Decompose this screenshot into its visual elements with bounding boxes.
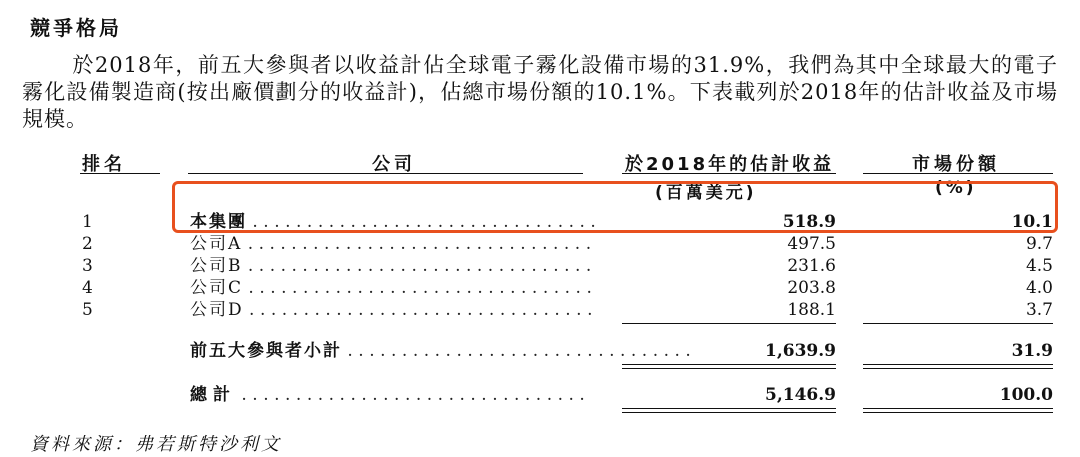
subtotal-double-rule-revenue [622,364,836,369]
subtotal-revenue: 1,639.9 [765,341,836,361]
header-rule-company [188,173,583,174]
header-rule-rank [80,173,160,174]
total-label: 總計 [190,385,236,405]
row-share: 4.0 [1025,278,1053,298]
subtotal-label: 前五大參與者小計 [190,341,342,361]
leader-dots: ................................ [347,341,697,361]
unit-share: (%) [935,178,977,198]
subtotal-double-rule-share [863,364,1053,369]
row-company-label: 公司D [190,300,244,320]
leader-dots: ................................ [241,385,591,405]
subtotal-share: 31.9 [1011,341,1053,361]
header-rule-share [863,173,1053,174]
total-share: 100.0 [999,385,1053,405]
leader-dots: ................................ [247,256,597,276]
subtotal-rule-revenue [622,323,836,324]
subtotal-rule-share [863,323,1053,324]
row-share: 10.1 [1011,212,1053,232]
header-share: 市場份額 [912,154,1000,175]
row-company-label: 公司C [190,278,244,298]
leader-dots: ................................ [247,234,597,254]
row-company [190,300,598,320]
row-revenue: 231.6 [787,256,836,276]
row-revenue: 497.5 [787,234,836,254]
row-share: 3.7 [1025,300,1053,320]
row-share: 4.5 [1025,256,1053,276]
row-rank: 1 [82,212,93,232]
leader-dots: ................................ [248,278,598,298]
total-label-cell [190,385,591,405]
leader-dots: ................................ [249,300,598,320]
section-heading: 競爭格局 [30,16,122,40]
header-rule-revenue [622,173,836,174]
header-revenue: 於2018年的估計收益 [625,154,835,175]
row-company [190,278,598,298]
row-company-label: 本集團 [190,212,247,232]
row-revenue: 203.8 [787,278,836,298]
intro-paragraph: 於2018年，前五大參與者以收益計佔全球電子霧化設備市場的31.9%，我們為其中全球最大的電子霧化設備製造商(按出廠價劃分的收益計)，佔總市場份額的10.1%。下表載列於2018年的估計收益及市場規模。 [22,53,1058,131]
unit-revenue: (百萬美元) [655,183,757,203]
total-revenue: 5,146.9 [765,385,836,405]
row-revenue: 188.1 [787,300,836,320]
row-rank: 4 [82,278,93,298]
row-revenue: 518.9 [782,212,836,232]
row-share: 9.7 [1025,234,1053,254]
row-company [190,256,597,276]
subtotal-label-cell [190,341,697,361]
row-rank: 5 [82,300,93,320]
header-company: 公司 [372,154,416,175]
source-note: 資料來源：弗若斯特沙利文 [30,434,282,455]
total-double-rule-revenue [622,408,836,413]
header-rank: 排名 [82,154,126,175]
leader-dots: ................................ [252,212,602,232]
row-company-label: 公司A [190,234,243,254]
row-rank: 2 [82,234,93,254]
highlight-box [172,181,1058,233]
row-company [190,234,597,254]
row-rank: 3 [82,256,93,276]
total-double-rule-share [863,408,1053,413]
row-company-label: 公司B [190,256,243,276]
